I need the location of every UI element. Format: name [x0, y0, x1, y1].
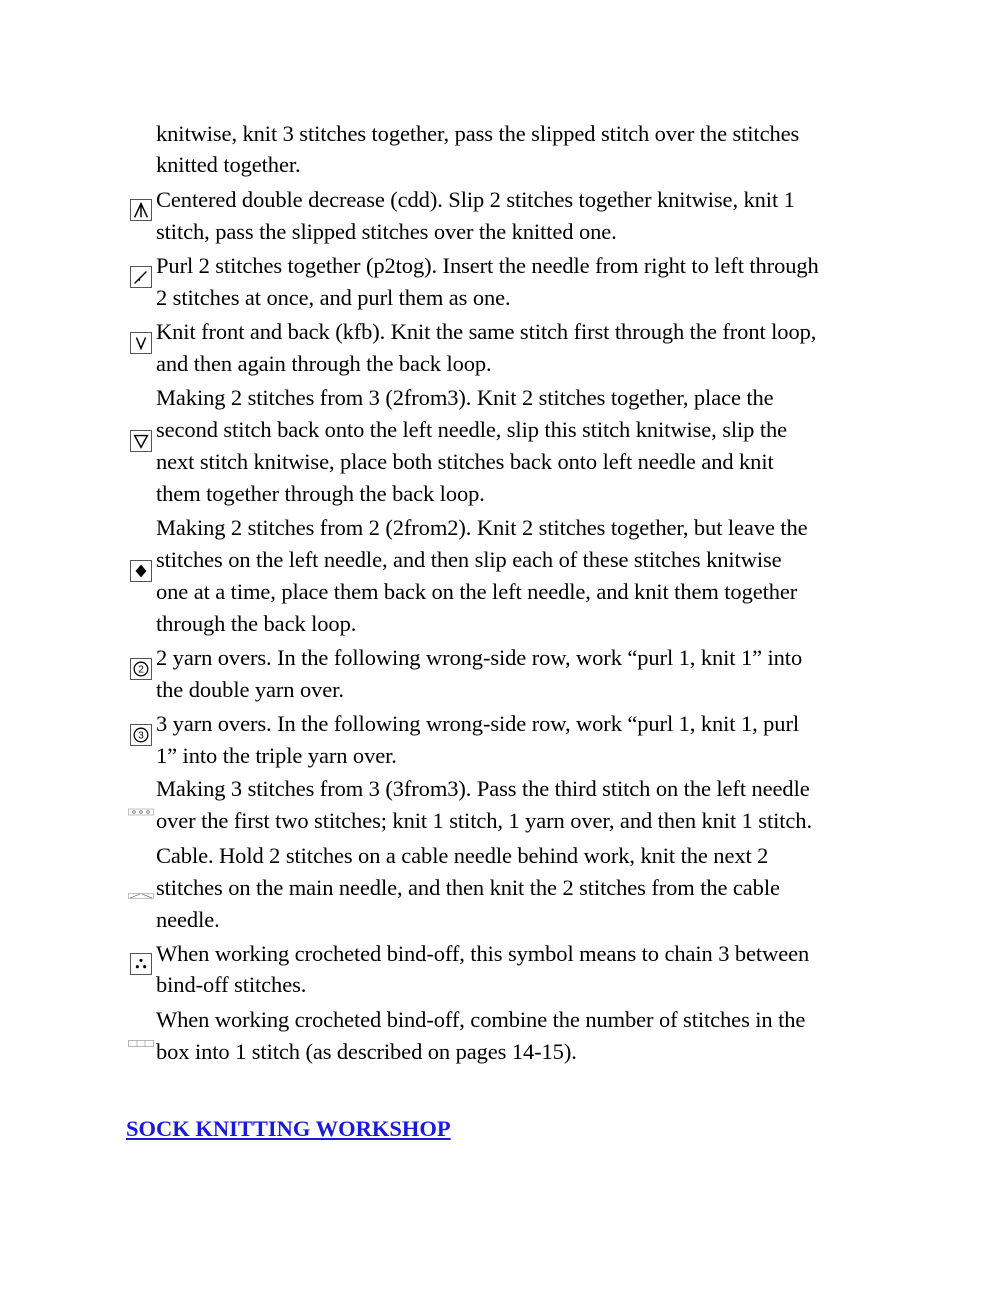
text-line: bind-off stitches. — [156, 972, 307, 997]
2from3-icon — [130, 430, 152, 452]
text-line: stitch, pass the slipped stitches over the knitted one. — [156, 219, 617, 244]
text-line: and then again through the back loop. — [156, 351, 492, 376]
text-line: them together through the back loop. — [156, 481, 485, 506]
chain-3-icon — [130, 953, 152, 975]
sock-knitting-workshop-link[interactable]: SOCK KNITTING WORKSHOP — [126, 1116, 451, 1141]
text-line: Centered double decrease (cdd). Slip 2 stitches together knitwise, knit 1 — [156, 187, 795, 212]
2-yarn-overs-icon — [130, 658, 152, 680]
text-line: Cable. Hold 2 stitches on a cable needle behind work, knit the next 2 — [156, 843, 769, 868]
text-line: through the back loop. — [156, 611, 357, 636]
text-line: When working crocheted bind-off, this symbol means to chain 3 between — [156, 941, 810, 966]
knit-front-back-icon — [130, 332, 152, 354]
text-line: stitches on the main needle, and then knit the 2 stitches from the cable — [156, 875, 780, 900]
text-line: Making 3 stitches from 3 (3from3). Pass the third stitch on the left needle — [156, 776, 810, 801]
3from3-icon — [128, 803, 154, 811]
cable-icon — [128, 886, 154, 892]
text-line: 2 stitches at once, and purl them as one. — [156, 285, 511, 310]
text-line: next stitch knitwise, place both stitches back onto left needle and knit — [156, 449, 774, 474]
3-yarn-overs-icon — [130, 724, 152, 746]
centered-double-decrease-icon — [130, 199, 152, 221]
text-line: the double yarn over. — [156, 677, 344, 702]
text-line: box into 1 stitch (as described on pages 14-15). — [156, 1039, 577, 1064]
text-line: knitwise, knit 3 stitches together, pass the slipped stitch over the stitches — [156, 121, 800, 146]
glyph: 3 — [138, 730, 144, 742]
text-line: 3 yarn overs. In the following wrong-side row, work “purl 1, knit 1, purl — [156, 711, 799, 736]
purl-2-together-icon — [130, 266, 152, 288]
text-line: over the first two stitches; knit 1 stitch, 1 yarn over, and then knit 1 stitch. — [156, 808, 812, 833]
text-line: knitted together. — [156, 152, 301, 177]
text-line: 2 yarn overs. In the following wrong-side row, work “purl 1, knit 1” into — [156, 645, 803, 670]
text-line: needle. — [156, 907, 220, 932]
text-line: second stitch back onto the left needle, slip this stitch knitwise, slip the — [156, 417, 788, 442]
text-line: Making 2 stitches from 2 (2from2). Knit 2 stitches together, but leave the — [156, 515, 808, 540]
text-line: When working crocheted bind-off, combine the number of stitches in the — [156, 1007, 806, 1032]
2from2-icon — [130, 560, 152, 582]
combine-stitches-icon — [128, 1034, 154, 1041]
text-line: Purl 2 stitches together (p2tog). Insert the needle from right to left through — [156, 253, 819, 278]
text-line: Making 2 stitches from 3 (2from3). Knit 2 stitches together, place the — [156, 385, 774, 410]
text-line: stitches on the left needle, and then slip each of these stitches knitwise — [156, 547, 782, 572]
glyph: 2 — [138, 664, 144, 676]
text-line: Knit front and back (kfb). Knit the same stitch first through the front loop, — [156, 319, 817, 344]
text-line: one at a time, place them back on the left needle, and knit them together — [156, 579, 798, 604]
text-line: 1” into the triple yarn over. — [156, 743, 397, 768]
